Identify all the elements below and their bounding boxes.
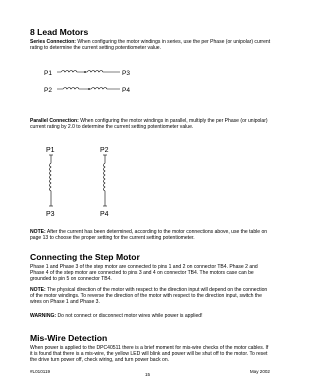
connecting-paragraph: Phase 1 and Phase 3 of the step motor are connected to pins 1 and 2 on connector TB4. Phase 2 and Phase 4 of the step motor are connected to pins 3 and 4 on connector TB4. The motors case can be grounded to pin 5 on connector TB4. [30, 264, 258, 283]
parallel-connection-paragraph [30, 118, 272, 130]
section-title-connecting: Connecting the Step Motor [30, 252, 140, 262]
warning-text: Do not connect or disconnect motor wires while power is applied! [57, 313, 203, 319]
footer-date: May 2002 [249, 369, 270, 374]
parallel-connection-label: Parallel Connection: [30, 118, 79, 124]
warning-paragraph [30, 313, 272, 319]
series-connection-paragraph [30, 39, 272, 51]
warning-label: WARNING: [30, 313, 57, 319]
miswire-paragraph: When power is applied to the DPC40511 there is a brief moment for mis-wire checks of the motor cables. If it is found that there is a mis-wire, the yellow LED will blink and power will be shut off to the motor. To reset the drive turn power off, check wiring, and turn power back on. [30, 345, 269, 364]
series-p4-label: P4 [122, 87, 130, 94]
series-connection-text: When configuring the motor windings in series, use the per Phase (or unipolar) current rating to determine the current setting potentiometer value. [30, 39, 271, 52]
series-bottom-dot [88, 88, 90, 90]
series-p2-label: P2 [44, 87, 52, 94]
parallel-wiring-diagram [38, 140, 138, 220]
parallel-p1-label: P1 [46, 147, 55, 154]
note-direction-text: The physical direction of the motor with respect to the direction input will depend on the connection of the motor windings. To reverse the direction of the motor with respect to the direction input, switch the wires on Phase 1 and Phase 3. [30, 287, 268, 306]
section-title-miswire: Mis-Wire Detection [30, 333, 108, 343]
series-top-dot [84, 71, 86, 73]
parallel-p3-label: P3 [46, 211, 55, 218]
footer-page-number: 15 [145, 372, 151, 377]
parallel-p2-label: P2 [100, 147, 109, 154]
note-current-label: NOTE: [30, 229, 46, 235]
note-current-paragraph [30, 229, 272, 241]
note-current-text: After the current has been determined, according to the motor connections above, use the table on page 13 to choose the proper setting for the current setting potentiometer. [30, 229, 268, 242]
series-wiring-diagram [40, 62, 150, 98]
series-p3-label: P3 [122, 70, 130, 77]
note-direction-paragraph [30, 287, 272, 305]
parallel-winding-right [104, 155, 106, 206]
section-title-8-lead-motors: 8 Lead Motors [30, 27, 89, 37]
series-winding-top [57, 71, 120, 73]
note-direction-label: NOTE: [30, 287, 46, 293]
footer-doc-id: #L010119 [30, 369, 51, 374]
parallel-winding-left [50, 155, 52, 206]
parallel-connection-text: When configuring the motor windings in parallel, multiply the per Phase (or unipolar) current rating by 2.0 to determine the current setting potentiometer value. [30, 118, 268, 131]
series-p1-label: P1 [44, 70, 52, 77]
series-connection-label: Series Connection: [30, 39, 76, 45]
parallel-p4-label: P4 [100, 211, 109, 218]
